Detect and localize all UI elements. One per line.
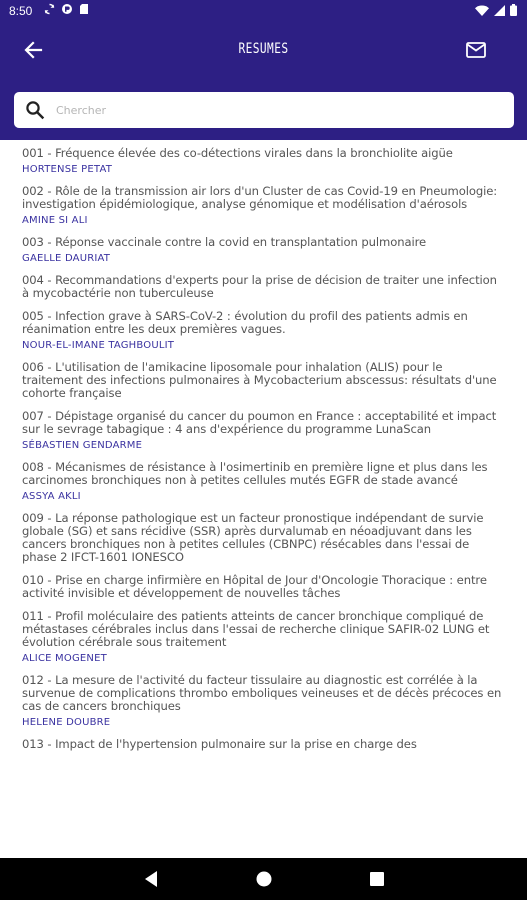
status-time: 8:50 — [9, 4, 33, 18]
list-item[interactable] — [22, 274, 505, 300]
abstract-title: 006 - L'utilisation de l'amikacine liposomale pour inhalation (ALIS) pour le traitement des infections pulmonaires à Mycobacterium abscessus: résultats d'une cohorte française — [22, 360, 497, 400]
recents-square-icon — [369, 870, 385, 888]
abstract-title: 003 - Réponse vaccinale contre la covid en transplantation pulmonaire — [22, 235, 427, 249]
list-item[interactable] — [22, 185, 505, 226]
abstract-author: HORTENSE PETAT — [22, 164, 113, 175]
abstract-title: 009 - La réponse pathologique est un facteur pronostique indépendant de survie globale (SG) et sans récidive (SSR) après durvalumab en néoadjuvant dans les cancers bronchiques non à petites cellules (CBNPC) résécables dans l'essai de phase 2 IFCT-1601 IONESCO — [22, 511, 484, 564]
abstract-list[interactable] — [0, 140, 527, 858]
abstract-title: 008 - Mécanismes de résistance à l'osimertinib en première ligne et plus dans les carcinomes bronchiques non à petites cellules mutés EGFR de stade avancé — [22, 460, 488, 487]
abstract-title: 004 - Recommandations d'experts pour la prise de décision de traiter une infection à mycobactérie non tuberculeuse — [22, 273, 497, 300]
back-triangle-icon — [143, 870, 159, 888]
list-item[interactable] — [22, 674, 505, 728]
signal-icon — [494, 5, 505, 16]
status-icons-right — [475, 4, 517, 16]
list-item[interactable] — [22, 610, 505, 664]
arrow-left-icon — [18, 36, 48, 64]
home-circle-icon — [255, 870, 273, 888]
app-bar — [0, 22, 527, 78]
abstract-author: GAELLE DAURIAT — [22, 253, 111, 264]
list-item[interactable] — [22, 310, 505, 351]
abstract-title: 010 - Prise en charge infirmière en Hôpital de Jour d'Oncologie Thoracique : entre activité invisible et développement de nouvelles tâches — [22, 573, 487, 600]
abstract-author: NOUR-EL-IMANE TAGHBOULIT — [22, 340, 175, 351]
list-item[interactable] — [22, 512, 505, 564]
list-item[interactable] — [22, 410, 505, 451]
nav-recents-button[interactable] — [369, 870, 385, 892]
sd-card-icon — [79, 3, 89, 15]
abstract-title: 013 - Impact de l'hypertension pulmonaire sur la prise en charge des — [22, 737, 417, 751]
abstract-author: ASSYA AKLI — [22, 491, 81, 502]
wifi-icon — [475, 5, 489, 16]
back-button[interactable] — [18, 36, 48, 64]
abstract-author: ALICE MOGENET — [22, 653, 107, 664]
search-input[interactable] — [56, 98, 496, 122]
list-item[interactable] — [22, 236, 505, 264]
search-bar-container — [0, 78, 527, 140]
sync-icon — [44, 3, 55, 15]
nav-back-button[interactable] — [143, 870, 159, 892]
abstract-title: 007 - Dépistage organisé du cancer du poumon en France : acceptabilité et impact sur le sevrage tabagique : 4 ans d'expérience du programme LunaScan — [22, 409, 497, 436]
list-item[interactable] — [22, 147, 505, 175]
battery-icon — [510, 4, 517, 16]
mail-button[interactable] — [463, 38, 489, 62]
list-item[interactable] — [22, 574, 505, 600]
mail-icon — [463, 38, 489, 62]
abstract-author: AMINE SI ALI — [22, 215, 88, 226]
abstract-author: HELENE DOUBRE — [22, 717, 111, 728]
status-icons-left — [44, 3, 89, 15]
nav-home-button[interactable] — [255, 870, 273, 892]
status-bar — [0, 0, 527, 22]
abstract-author: SÉBASTIEN GENDARME — [22, 440, 143, 451]
list-item[interactable] — [22, 461, 505, 502]
system-nav-bar — [0, 858, 527, 900]
search-box[interactable] — [14, 92, 514, 128]
list-item[interactable] — [22, 361, 505, 400]
abstract-title: 011 - Profil moléculaire des patients atteints de cancer bronchique compliqué de métastases cérébrales inclus dans l'essai de recherche clinique SAFIR-02 LUNG et évolution cérébrale sous traitement — [22, 609, 490, 649]
vpn-icon — [61, 3, 73, 15]
abstract-title: 012 - La mesure de l'activité du facteur tissulaire au diagnostic est corrélée à la survenue de complications thrombo emboliques veineuses et de décès précoces en cas de cancers bronchiques — [22, 673, 502, 713]
abstract-title: 002 - Rôle de la transmission air lors d'un Cluster de cas Covid-19 en Pneumologie: investigation épidémiologique, analyse génomique et modélisation d'aérosols — [22, 184, 498, 211]
abstract-title: 005 - Infection grave à SARS-CoV-2 : évolution du profil des patients admis en réanimation entre les deux premières vagues. — [22, 309, 468, 336]
page-title: RESUMES — [238, 41, 289, 57]
abstract-title: 001 - Fréquence élevée des co-détections virales dans la bronchiolite aigüe — [22, 146, 453, 160]
list-item[interactable] — [22, 738, 505, 751]
search-icon — [25, 100, 45, 120]
